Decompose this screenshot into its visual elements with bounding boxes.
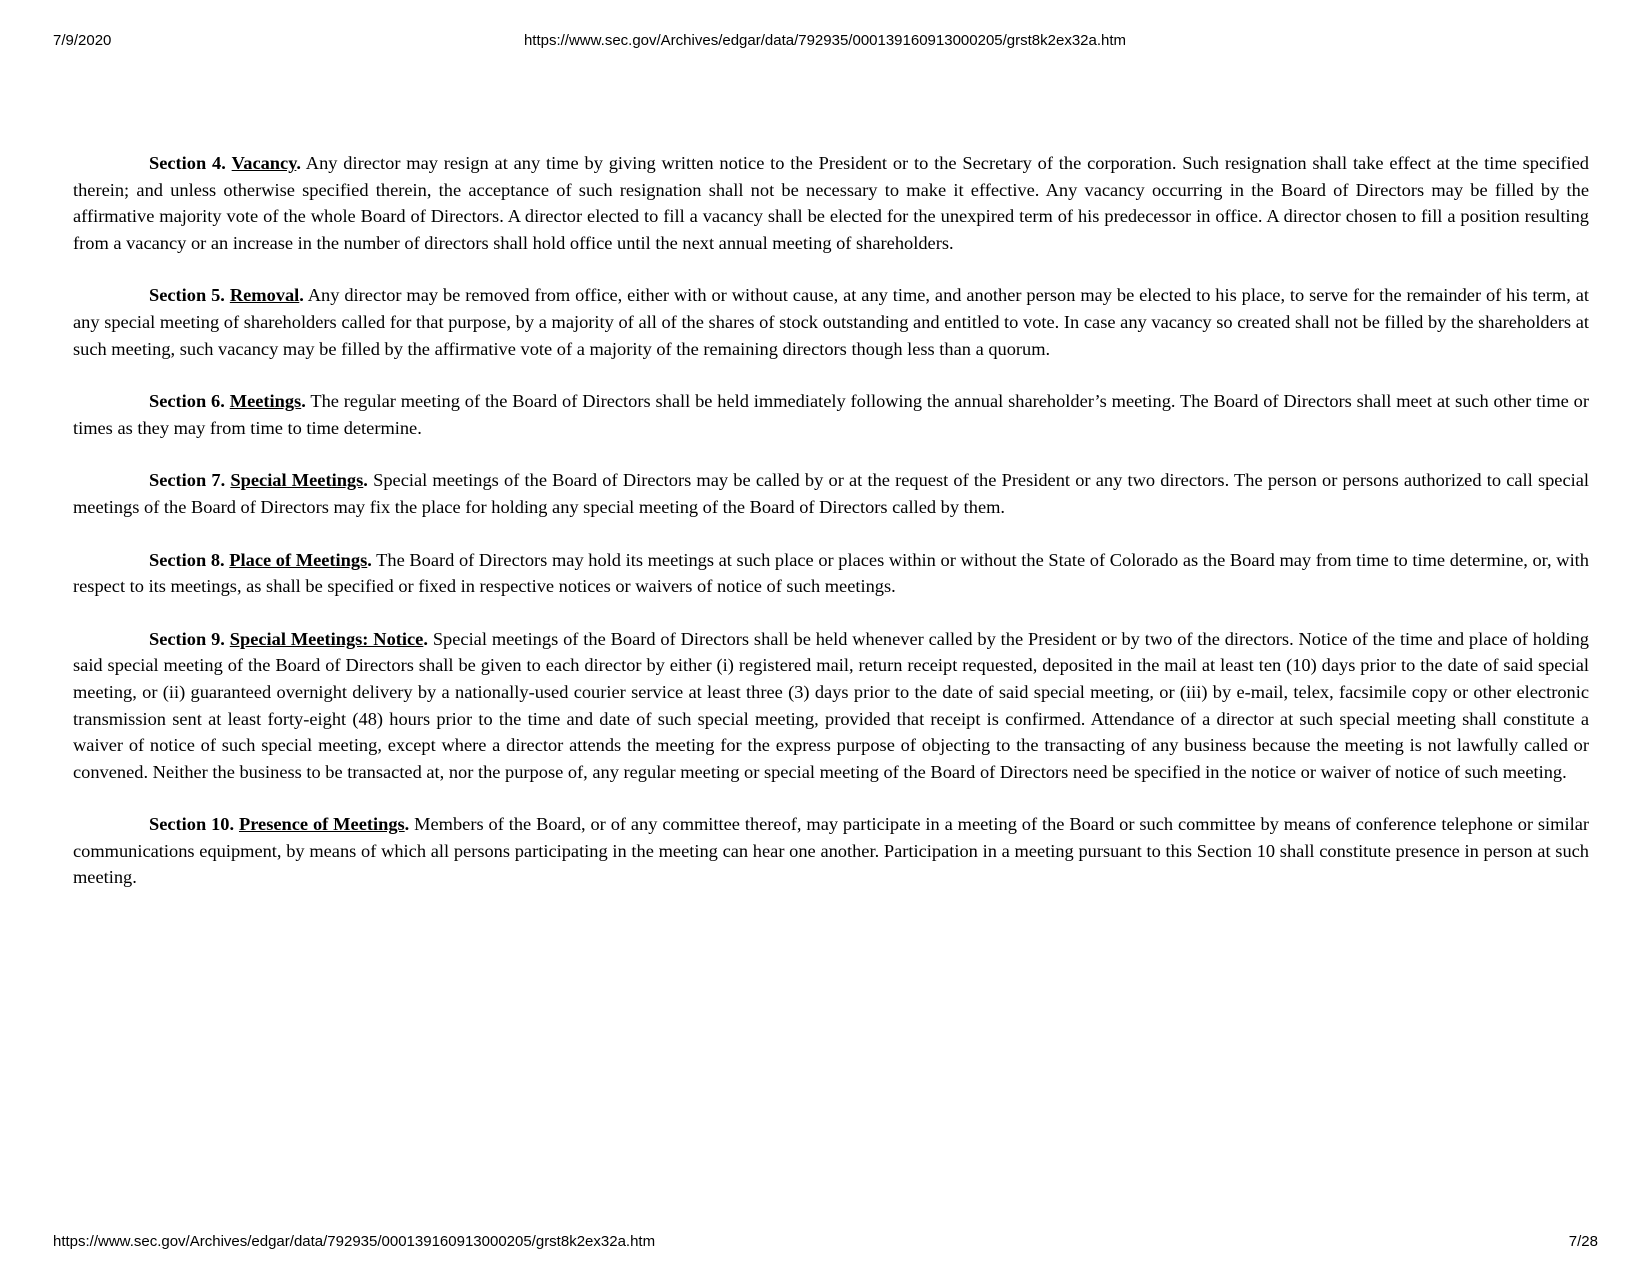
print-footer — [0, 1233, 1650, 1251]
section-text: The Board of Directors may hold its meetings at such place or places within or without the State of Colorado as the Board may from time to time determine, or, with respect to its meetings, as shall be specified or fixed in respective notices or waivers of notice of such meetings. — [73, 549, 1589, 597]
print-header — [0, 32, 1650, 50]
section-4: Section 4. Vacancy. Any director may resign at any time by giving written notice to the President or to the Secretary of the corporation. Such resignation shall take effect at the time specified therein; and unless otherwise specified therein, the acceptance of such resignation shall not be necessary to make it effective. Any vacancy occurring in the Board of Directors may be filled by the affirmative majority vote of the whole Board of Directors. A director elected to fill a vacancy shall be elected for the unexpired term of his predecessor in office. A director chosen to fill a position resulting from a vacancy or an increase in the number of directors shall hold office until the next annual meeting of shareholders. — [73, 153, 1589, 253]
document-body — [73, 150, 1589, 917]
section-5: Section 5. Removal. Any director may be removed from office, either with or without cause, at any time, and another person may be elected to his place, to serve for the remainder of his term, at any special meeting of shareholders called for that purpose, by a majority of all of the shares of stock outstanding and entitled to vote. In case any vacancy so created shall not be filled by the shareholders at such meeting, such vacancy may be filled by the affirmative vote of a majority of the remaining directors though less than a quorum. — [73, 285, 1589, 359]
section-title: Special Meetings: Notice — [229, 628, 424, 649]
section-title: Vacancy — [231, 153, 297, 173]
section-title: Special Meetings — [230, 470, 364, 491]
header-url: https://www.sec.gov/Archives/edgar/data/792935/000139160913000205/grst8k2ex32a.htm — [523, 32, 1127, 49]
section-text: The regular meeting of the Board of Directors shall be held immediately following the annual shareholder’s meeting. The Board of Directors shall meet at such other time or times as they may from time to time determine. — [73, 391, 1589, 438]
section-7: Section 7. Special Meetings. Special meetings of the Board of Directors may be called by or at the request of the President or any two directors. The person or persons authorized to call special meetings of the Board of Directors may fix the place for holding any special meeting of the Board of Directors called by them. — [73, 470, 1590, 517]
section-text: Any director may be removed from office, either with or without cause, at any time, and another person may be elected to his place, to serve for the remainder of his term, at any special meeting of shareholders called for that purpose, by a majority of all of the shares of stock outstanding and entitled to vote. In case any vacancy so created shall not be filled by the shareholders at such meeting, such vacancy may be filled by the affirmative vote of a majority of the remaining directors though less than a quorum. — [73, 285, 1589, 359]
section-label: Section 10. — [149, 814, 235, 835]
section-8: Section 8. Place of Meetings. The Board of Directors may hold its meetings at such place or places within or without the State of Colorado as the Board may from time to time determine, or, with respect to its meetings, as shall be specified or fixed in respective notices or waivers of notice of such meetings. — [73, 549, 1589, 597]
section-text: Any director may resign at any time by giving written notice to the President or to the Secretary of the corporation. Such resignation shall take effect at the time specified therein; and unless otherwise specified therein, the acceptance of such resignation shall not be necessary to make it effective. Any vacancy occurring in the Board of Directors may be filled by the affirmative majority vote of the whole Board of Directors. A director elected to fill a vacancy shall be elected for the unexpired term of his predecessor in office. A director chosen to fill a position resulting from a vacancy or an increase in the number of directors shall hold office until the next annual meeting of shareholders. — [73, 153, 1589, 253]
section-label: Section 7. — [149, 470, 226, 491]
section-6: Section 6. Meetings. The regular meeting of the Board of Directors shall be held immediately following the annual shareholder’s meeting. The Board of Directors shall meet at such other time or times as they may from time to time determine. — [73, 391, 1589, 438]
section-title: Presence of Meetings — [238, 814, 405, 835]
header-date: 7/9/2020 — [53, 32, 112, 49]
section-label: Section 9. — [149, 628, 225, 649]
section-title: Meetings — [229, 391, 302, 412]
section-label: Section 4. — [149, 153, 226, 173]
section-title: Removal — [229, 285, 300, 306]
section-text: Members of the Board, or of any committee thereof, may participate in a meeting of the Board or such committee by means of conference telephone or similar communications equipment, by means of which all persons participating in the meeting can hear one another. Participation in a meeting pursuant to this Section 10 shall constitute presence in person at such meeting. — [73, 814, 1589, 888]
section-title: Place of Meetings — [229, 549, 368, 570]
section-text: Special meetings of the Board of Directors may be called by or at the request of the President or any two directors. The person or persons authorized to call special meetings of the Board of Directors may fix the place for holding any special meeting of the Board of Directors called by them. — [73, 470, 1590, 517]
section-label: Section 6. — [149, 391, 225, 412]
page-number: 7/28 — [1568, 1233, 1598, 1250]
section-label: Section 5. — [149, 285, 225, 306]
footer-url: https://www.sec.gov/Archives/edgar/data/792935/000139160913000205/grst8k2ex32a.htm — [53, 1233, 656, 1250]
section-text: Special meetings of the Board of Directors shall be held whenever called by the President or by two of the directors. Notice of the time and place of holding said special meeting of the Board of Directors shall be given to each director by either (i) registered mail, return receipt requested, deposited in the mail at least ten (10) days prior to the date of said special meeting, or (ii) guaranteed overnight delivery by a nationally-used courier service at least three (3) days prior to the date of said special meeting, or (iii) by e-mail, telex, facsimile copy or other electronic transmission sent at least forty-eight (48) hours prior to the time and date of such special meeting, provided that receipt is confirmed. Attendance of a director at such special meeting shall constitute a waiver of notice of such special meeting, except where a director attends the meeting for the express purpose of objecting to the transacting of any business because the meeting is not lawfully called or convened. Neither the business to be transacted at, nor the purpose of, any regular meeting or special meeting of the Board of Directors need be specified in the notice or waiver of notice of such meeting. — [73, 628, 1589, 782]
section-label: Section 8. — [149, 549, 225, 570]
section-9: Section 9. Special Meetings: Notice. Special meetings of the Board of Directors shall be held whenever called by the President or by two of the directors. Notice of the time and place of holding said special meeting of the Board of Directors shall be given to each director by either (i) registered mail, return receipt requested, deposited in the mail at least ten (10) days prior to the date of said special meeting, or (ii) guaranteed overnight delivery by a nationally-used courier service at least three (3) days prior to the date of said special meeting, or (iii) by e-mail, telex, facsimile copy or other electronic transmission sent at least forty-eight (48) hours prior to the time and date of such special meeting, provided that receipt is confirmed. Attendance of a director at such special meeting shall constitute a waiver of notice of such special meeting, except where a director attends the meeting for the express purpose of objecting to the transacting of any business because the meeting is not lawfully called or convened. Neither the business to be transacted at, nor the purpose of, any regular meeting or special meeting of the Board of Directors need be specified in the notice or waiver of notice of such meeting. — [73, 628, 1589, 782]
section-10: Section 10. Presence of Meetings. Members of the Board, or of any committee thereof, may participate in a meeting of the Board or such committee by means of conference telephone or similar communications equipment, by means of which all persons participating in the meeting can hear one another. Participation in a meeting pursuant to this Section 10 shall constitute presence in person at such meeting. — [73, 814, 1589, 888]
